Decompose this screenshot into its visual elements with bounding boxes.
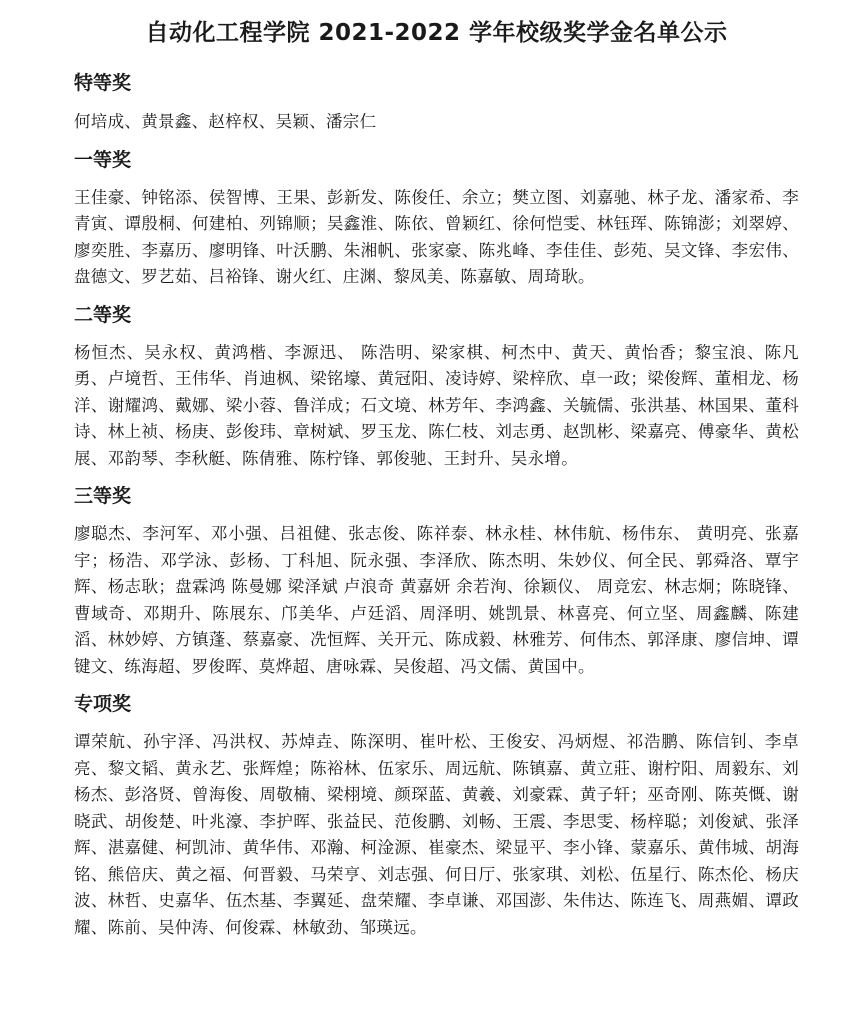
section-names: 何培成、黄景鑫、赵梓权、吴颖、潘宗仁 <box>74 112 377 131</box>
section-names: 谭荣航、孙宇泽、冯洪权、苏焯垚、陈深明、崔叶松、王俊安、冯炳煜、祁浩鹏、陈信钊、李卓亮、黎文韬、黄永艺、张辉煌；陈裕林、伍家乐、周远航、陈镇嘉、黄立莊、谢柠阳、周毅东、刘杨杰、彭洛贤、曾海俊、周敬楠、梁栩境、颜琛蓝、黄羲、刘豪霖、黄子轩；巫奇刚、陈英慨、谢晓武、胡俊楚、叶兆濠、李护晖、张益民、范俊鹏、刘畅、王震、李思雯、杨梓聪；刘俊斌、张泽辉、湛嘉健、柯凯沛、黄华伟、邓瀚、柯淦源、崔豪杰、梁显平、李小锋、蒙嘉乐、黄伟城、胡海铭、熊倍庆、黄之福、何晋毅、马荣亨、刘志强、何日厅、张家琪、刘松、伍星行、陈杰伦、杨庆波、林哲、史嘉华、伍杰基、李翼延、盘荣耀、李卓谦、邓国澎、朱伟达、陈连飞、周燕媚、谭政耀、陈前、吴仲涛、何俊霖、林敏劲、邹瑛远。 <box>74 732 799 937</box>
document-title: 自动化工程学院 2021-2022 学年校级奖学金名单公示 <box>145 20 728 46</box>
section-heading: 专项奖 <box>74 693 132 715</box>
section-special-award <box>74 69 799 136</box>
section-heading: 特等奖 <box>74 72 132 94</box>
section-names: 廖聪杰、李河军、邓小强、吕祖健、张志俊、陈祥泰、林永桂、林伟航、杨伟东、 黄明亮、张嘉宇；杨浩、邓学泳、彭杨、丁科旭、阮永强、李泽欣、陈杰明、朱妙仪、何全民、郭舜洛、覃宇辉、杨志耿；盘霖鸿 陈曼娜 梁泽斌 卢浪奇 黄嘉妍 余若洵、徐颖仪、 周竞宏、林志炯；陈晓锋、曹域奇、邓期升、陈展东、邝美华、卢廷滔、周泽明、姚凯景、林喜亮、何立坚、周鑫麟、陈建滔、林妙婷、方镇蓬、蔡嘉豪、冼恒辉、关开元、陈成毅、林雅芳、何伟杰、郭泽康、廖信坤、谭键文、练海超、罗俊晖、莫烨超、唐咏霖、吴俊超、冯文儒、黄国中。 <box>74 524 799 676</box>
section-first-award <box>74 146 799 291</box>
section-heading: 一等奖 <box>74 148 132 171</box>
section-special-project-award <box>74 690 799 941</box>
section-heading: 三等奖 <box>74 485 132 507</box>
section-heading: 二等奖 <box>74 303 132 326</box>
section-second-award <box>74 301 799 473</box>
section-third-award <box>74 482 799 680</box>
section-names: 杨恒杰、吴永权、黄鸿楷、李源迅、 陈浩明、梁家棋、柯杰中、黄天、黄怡香；黎宝浪、陈凡勇、卢境哲、王伟华、肖迪枫、梁铭壕、黄冠阳、凌诗婷、梁梓欣、卓一政；梁俊辉、董相龙、杨洋、谢耀鸿、戴娜、梁小蓉、鲁洋成；石文境、林芳年、李鸿鑫、关毓儒、张洪基、林国果、董科诗、林上祯、杨庚、彭俊玮、章树斌、罗玉龙、陈仁枝、刘志勇、赵凯彬、梁嘉亮、傅豪华、黄松展、邓韵琴、李秋艇、陈倩雅、陈柠锋、郭俊驰、王封升、吴永增。 <box>74 342 799 468</box>
section-names: 王佳豪、钟铭添、侯智博、王果、彭新发、陈俊任、余立；樊立图、刘嘉驰、林子龙、潘家希、李青寅、谭殷桐、何建柏、列锦顺；吴鑫淮、陈依、曾颖红、徐何恺雯、林钰珲、陈锦澎；刘翠婷、廖奕胜、李嘉历、廖明锋、叶沃鹏、朱湘帆、张家豪、陈兆峰、李佳佳、彭苑、吴文锋、李宏伟、盘德文、罗艺茹、吕裕锋、谢火红、庄渊、黎凤美、陈嘉敏、周琦耿。 <box>74 187 799 286</box>
